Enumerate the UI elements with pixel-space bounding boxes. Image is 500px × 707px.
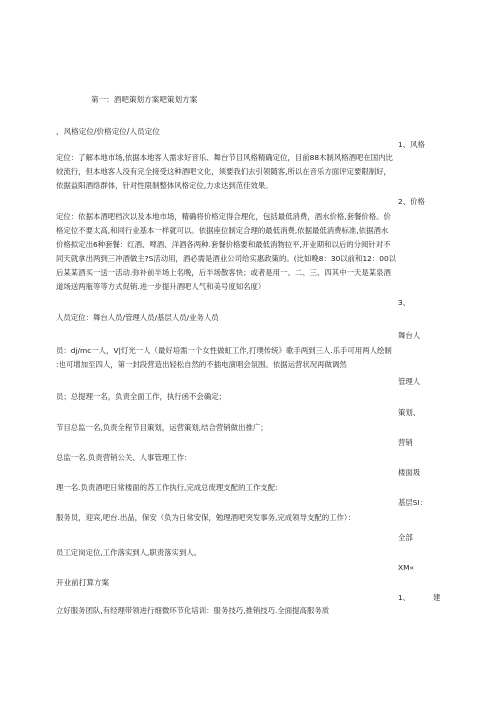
document-title: 第一：酒吧策划方案吧策划方案	[91, 95, 198, 104]
role-label: 策划、	[398, 408, 421, 417]
paragraph-line: 服务员，迎宾,吧台.出品，保安（负为日常安保，勉理酒吧突发事务,完成领导支配的工作）：	[56, 513, 355, 522]
section-heading-positioning: 、风格定位/价格定位/人员定位	[56, 127, 160, 136]
paragraph-line: 员；总提理一名，负责全面工作，执行函不会确定；	[56, 392, 226, 401]
role-label: 全部	[398, 533, 413, 542]
paragraph-line: :也可增加至四人，第一封段营造出轻松自然的不插电演唱会氛围。依据运营状况再做调然	[56, 360, 347, 369]
paragraph-line: 员工定岗定位,工作落实到人,职责落实到人。	[56, 548, 202, 557]
paragraph-line: 总监一名.负责营销公关、人事管理工作：	[56, 453, 192, 462]
paragraph-line: 价格拟定出6种套餐：红酒、啤酒、洋酒各两种.套餐价格要和最低消物拉平,开业期和以后的分阅针对不	[56, 240, 391, 249]
paragraph-line: 同天就拿出两到三冲酒做主?S活动用，酒必需是酒业公司给实惠政策的。(比如晚8：30以前和12：00以	[56, 254, 397, 263]
continuation-char: 建	[433, 593, 441, 602]
paragraph-line: 立好服务团队,有经理带领进行细微环节化培训：服务技巧,推销技巧.全面提高服务质	[56, 606, 330, 615]
paragraph-line: 依据益阳酒络群体，针对性限制整体风格定位,力求达到范佳效果。	[56, 181, 273, 190]
item-3-number: 3、	[398, 298, 411, 307]
paragraph-line: 员：dj/mc一人，V|灯光一人（最好培需一个女性做虹工作,打璞传统》歌手两到三人.乐手可用两人绘制	[56, 346, 392, 355]
role-label: 营销	[398, 438, 413, 447]
paragraph-line: 格定位不要太高,和同行业基本一样就可以。依据座位制定合理的最低消费,依据最低消费标准,依据酒水	[56, 226, 389, 235]
item-1-number: 1、	[398, 593, 411, 602]
item-1-number: 1、风格	[398, 140, 425, 149]
paragraph-line: 后某某酒买一送一活动.弥补前半场上名晚，后半场散客快；或者是用一、二、三、四其中一天是某泉酒	[56, 268, 391, 277]
role-label: 舞台人	[398, 331, 421, 340]
section-marker: XM«	[398, 563, 414, 572]
staff-heading: 人员定位：舞台人员/管理人员/基层人员/业务人员	[56, 313, 219, 322]
role-label: 基层SI：	[398, 498, 428, 507]
paragraph-line: 节目总监一名,负责全程节目策划，运营策划,结合营销做出推广；	[56, 423, 268, 432]
paragraph-line: 定位：了解本地市场,依据本地客人需求好音乐、舞台节目风格精确定位，目前88木制风格酒吧在国内比	[56, 153, 393, 162]
item-2-number: 2、价格	[398, 197, 425, 206]
paragraph-line: 较流行，但本地客人没有完全接受这种酒吧文化，须要我们去引领随客,所以在音乐方面评定要限制好，	[56, 167, 391, 176]
section-heading-preopening: 开业前打算方案	[56, 578, 110, 587]
role-label: 楼面圾	[398, 468, 421, 477]
paragraph-line: 理一名.负责酒吧日常楼面的苏工作执行,完成总废理支配的工作支配：	[56, 483, 283, 492]
paragraph-line: 定位：依据本酒吧档次以及本地市场，精确将价格定得合理化，包括最低消费，酒水价格,套餐价格。价	[56, 212, 391, 221]
paragraph-line: 道场送两瓶等等方式促销.进一步提升酒吧人气和美号度知名度）	[56, 282, 266, 291]
role-label: 管理人	[398, 377, 421, 386]
